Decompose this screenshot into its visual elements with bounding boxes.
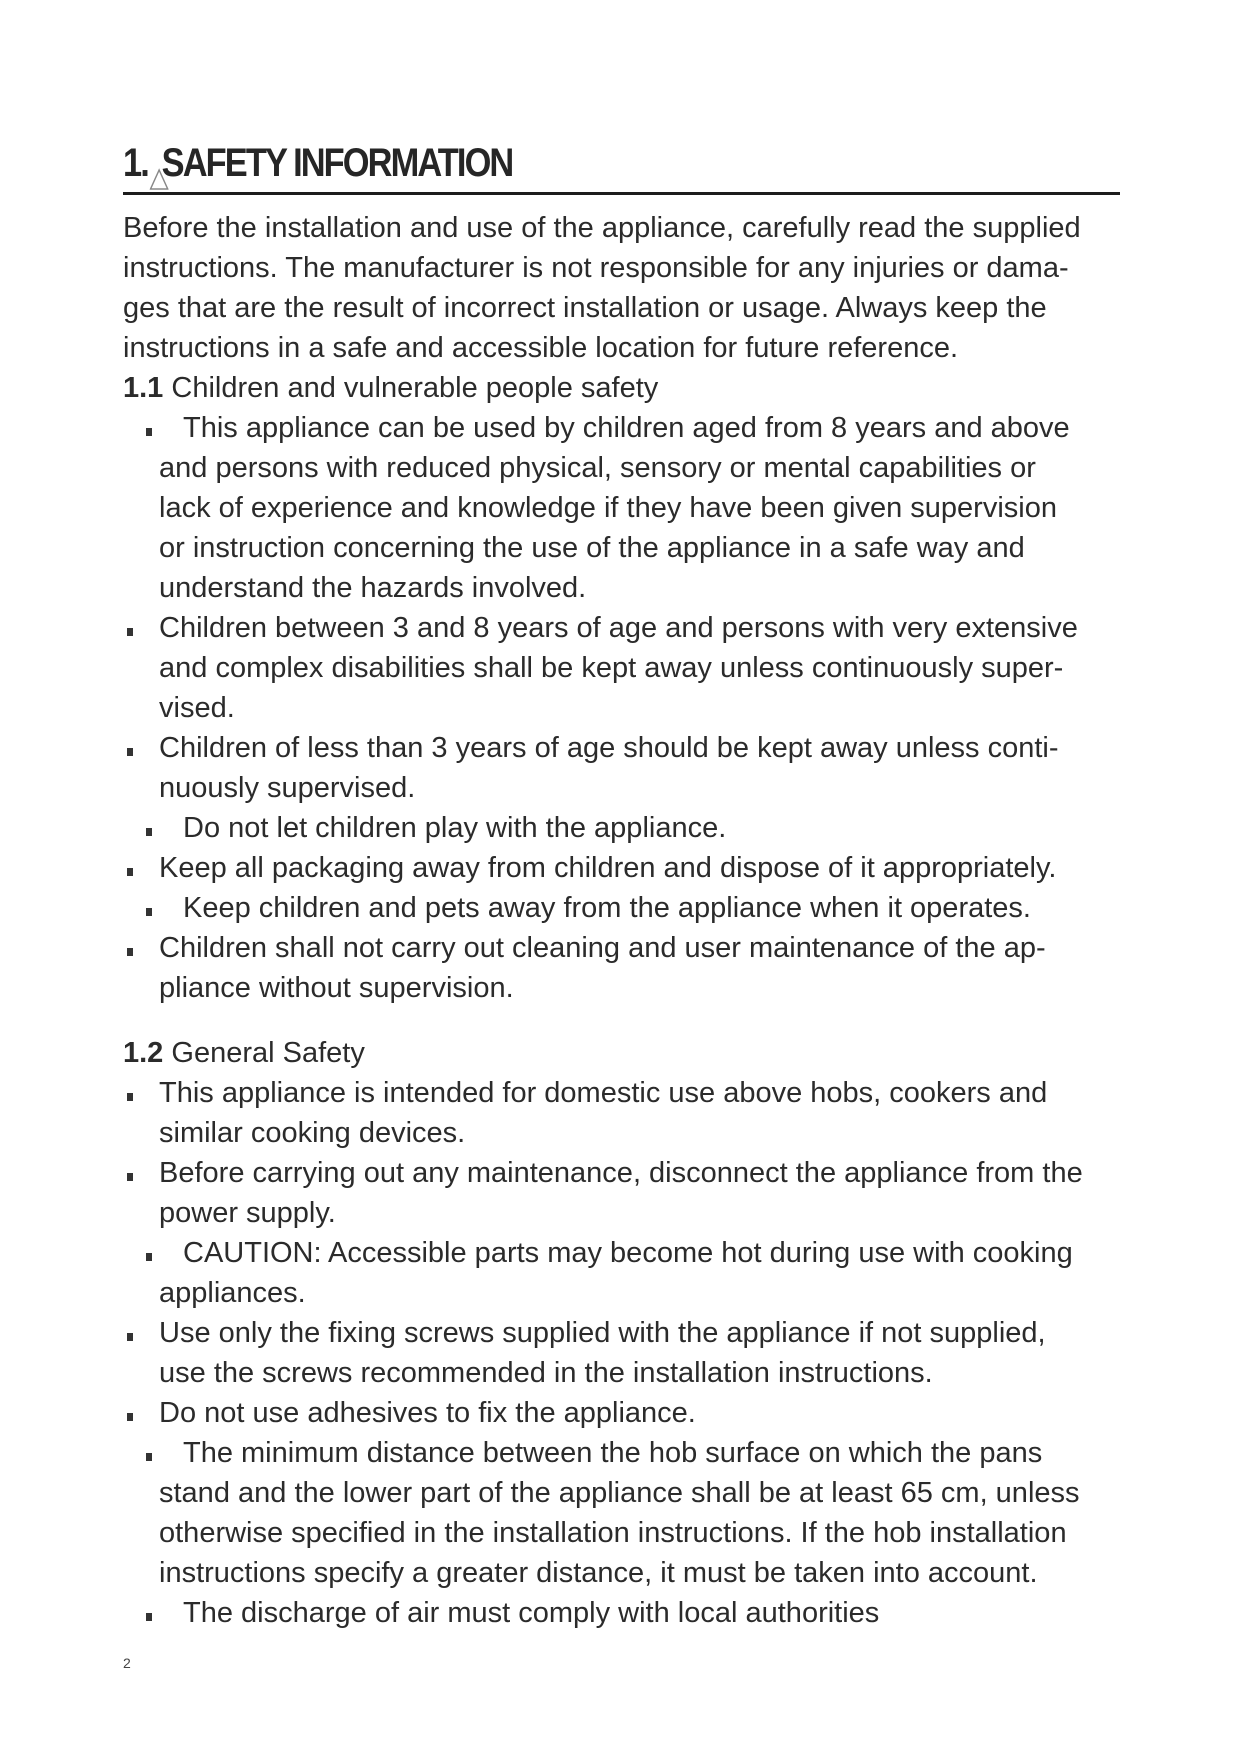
list-item-line: Children between 3 and 8 years of age and persons with very extensive [159, 612, 1078, 644]
bullet-marker [146, 428, 152, 436]
subsection-number: 1.1 [123, 372, 164, 404]
list-item-line: otherwise specified in the installation instructions. If the hob installation [159, 1517, 1067, 1549]
intro-line: ges that are the result of incorrect installation or usage. Always keep the [123, 292, 1047, 324]
heading-rule [123, 192, 1120, 195]
subsection-title: General Safety [171, 1037, 365, 1069]
list-item-line: use the screws recommended in the installation instructions. [159, 1357, 933, 1389]
bullet-marker [127, 1173, 133, 1181]
list-item-line: instructions specify a greater distance, it must be taken into account. [159, 1557, 1038, 1589]
heading-number: 1. [123, 141, 148, 185]
list-item-line: Do not use adhesives to fix the appliance. [159, 1397, 696, 1429]
list-item-line: Children shall not carry out cleaning and user maintenance of the ap- [159, 932, 1046, 964]
bullet-marker [146, 908, 152, 916]
list-item-line: Children of less than 3 years of age should be kept away unless conti- [159, 732, 1059, 764]
bullet-marker [146, 1253, 152, 1261]
bullet-marker [146, 1613, 152, 1621]
bullet-marker [127, 628, 133, 636]
heading-title: SAFETY INFORMATION [161, 141, 513, 185]
list-item-line: appliances. [159, 1277, 306, 1309]
list-item-line: and persons with reduced physical, sensory or mental capabilities or [159, 452, 1036, 484]
list-item-line: similar cooking devices. [159, 1117, 466, 1149]
subsection-heading [123, 1037, 365, 1070]
list-item-line: This appliance is intended for domestic use above hobs, cookers and [159, 1077, 1048, 1109]
list-item-line: lack of experience and knowledge if they have been given supervision [159, 492, 1057, 524]
list-item-line: stand and the lower part of the appliance shall be at least 65 cm, unless [159, 1477, 1080, 1509]
list-item-line: and complex disabilities shall be kept away unless continuously super- [159, 652, 1064, 684]
list-item-line: Keep children and pets away from the appliance when it operates. [183, 892, 1031, 924]
list-item-line: or instruction concerning the use of the appliance in a safe way and [159, 532, 1025, 564]
bullet-marker [127, 1413, 133, 1421]
list-item-line: understand the hazards involved. [159, 572, 587, 604]
list-item-line: The minimum distance between the hob surface on which the pans [183, 1437, 1043, 1469]
bullet-marker [127, 948, 133, 956]
list-item-line: nuously supervised. [159, 772, 416, 804]
bullet-marker [127, 1093, 133, 1101]
subsection-heading [123, 372, 658, 405]
list-item-line: power supply. [159, 1197, 336, 1229]
list-item-line: This appliance can be used by children aged from 8 years and above [183, 412, 1070, 444]
bullet-marker [127, 748, 133, 756]
list-item-line: vised. [159, 692, 235, 724]
bullet-marker [127, 1333, 133, 1341]
list-item-line: Do not let children play with the appliance. [183, 812, 727, 844]
list-item-line: Keep all packaging away from children and dispose of it appropriately. [159, 852, 1057, 884]
list-item-line: Before carrying out any maintenance, disconnect the appliance from the [159, 1157, 1083, 1189]
list-item-line: pliance without supervision. [159, 972, 514, 1004]
bullet-marker [146, 1453, 152, 1461]
list-item-line: Use only the fixing screws supplied with the appliance if not supplied, [159, 1317, 1046, 1349]
bullet-marker [146, 828, 152, 836]
subsection-number: 1.2 [123, 1037, 164, 1069]
list-item-line: The discharge of air must comply with local authorities [183, 1597, 880, 1629]
page-number: 2 [123, 1655, 131, 1671]
bullet-marker [127, 868, 133, 876]
intro-line: Before the installation and use of the appliance, carefully read the supplied [123, 212, 1081, 244]
list-item-line: CAUTION: Accessible parts may become hot during use with cooking [183, 1237, 1073, 1269]
intro-line: instructions. The manufacturer is not responsible for any injuries or dama- [123, 252, 1069, 284]
section-heading [123, 138, 983, 188]
intro-line: instructions in a safe and accessible location for future reference. [123, 332, 959, 364]
subsection-title: Children and vulnerable people safety [171, 372, 659, 404]
